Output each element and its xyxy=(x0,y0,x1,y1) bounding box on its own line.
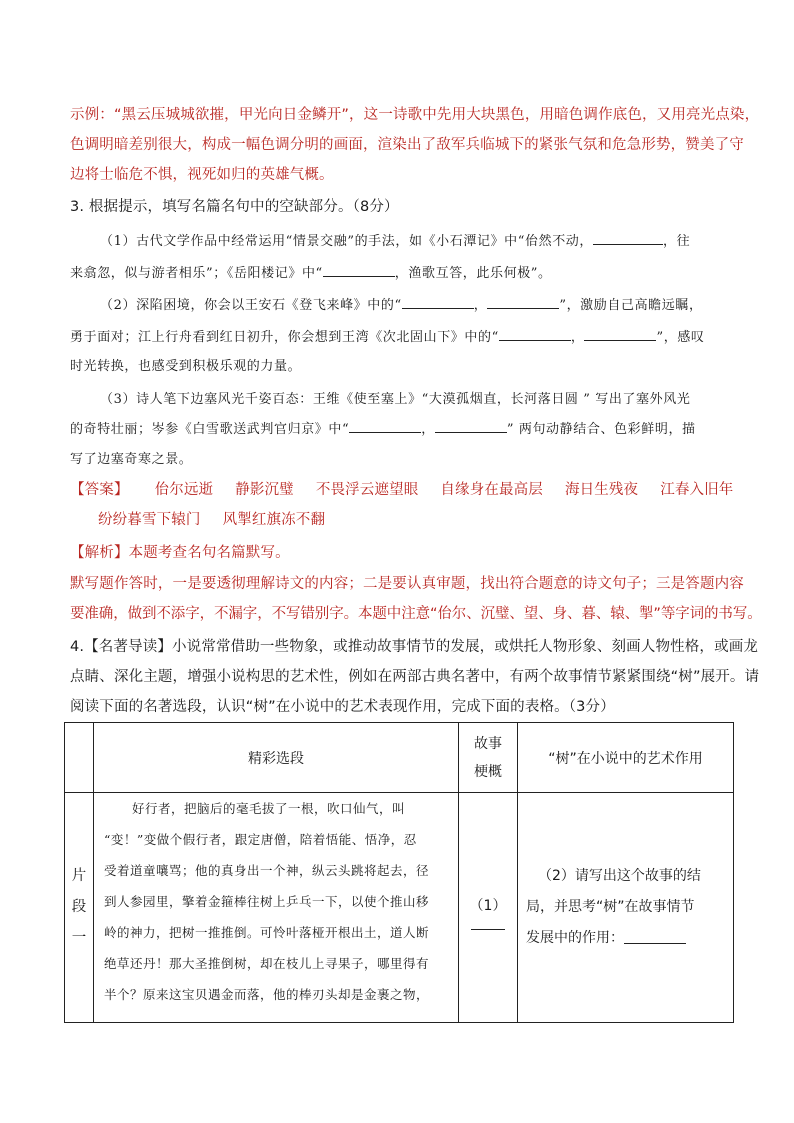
q3-p3-line3: 写了边塞奇寒之景。 xyxy=(70,452,193,467)
table-header-summary: 故事 梗概 xyxy=(459,723,518,793)
q3-p3-line1: （3）诗人笔下边塞风光千姿百态：王维《使至塞上》“大漠孤烟直，长河落日圆 ” 写出了塞外风光 xyxy=(100,392,691,407)
analysis-line-3: 要准确，做到不添字，不漏字，不写错别字。本题中注意“佁尔、沉璧、望、身、暮、辕、掣”等字词的书写。 xyxy=(70,606,762,622)
example-label: 示例： xyxy=(70,107,114,123)
fill-blank[interactable] xyxy=(402,307,474,309)
q3-p3-line2: 的奇特壮丽；岑参《白雪歌送武判官归京》中“ ， ” 两句动静结合、色彩鲜明，描 xyxy=(70,422,696,437)
q3-p1-line2: 来翕忽，似与游者相乐”；《岳阳楼记》中“ ，渔歌互答，此乐何极”。 xyxy=(70,266,552,281)
fill-blank[interactable] xyxy=(323,275,395,277)
example-line-1: 示例：“黑云压城城欲摧，甲光向日金鳞开”，这一诗歌中先用大块黑色，用暗色调作底色，又用亮光点染， xyxy=(70,107,760,123)
analysis-line-2: 默写题作答时，一是要透彻理解诗文的内容；二是要认真审题，找出符合题意的诗文句子；三是答题内容 xyxy=(70,576,744,592)
q4-line-1: 4.【名著导读】小说常常借助一些物象，或推动故事情节的发展，或烘托人物形象、刻画人物性格，或画龙 xyxy=(70,639,759,655)
answer-line-2: 纷纷暮雪下辕门 风掣红旗冻不翻 xyxy=(98,512,326,528)
table-header-blank xyxy=(65,723,94,793)
table-header-row xyxy=(65,723,734,793)
answer-label: 【答案】 xyxy=(70,482,129,498)
table-row xyxy=(65,793,734,1023)
effect-blank[interactable] xyxy=(624,942,686,944)
fill-blank[interactable] xyxy=(593,243,663,245)
works-table xyxy=(64,722,734,1023)
row-summary: （1） xyxy=(459,793,518,1023)
q3-title: 3. 根据提示，填写名篇名句中的空缺部分。（8分） xyxy=(70,199,399,215)
row-effect: （2）请写出这个故事的结 局，并思考“树”在故事情节 发展中的作用： xyxy=(518,793,734,1023)
fill-blank[interactable] xyxy=(349,431,421,433)
answer-line-1: 【答案】 佁尔远逝 静影沉璧 不畏浮云遮望眼 自缘身在最高层 海日生残夜 江春入旧年 xyxy=(70,478,730,499)
summary-blank[interactable] xyxy=(471,929,505,930)
row-excerpt: 好行者，把脑后的毫毛拔了一根，吹口仙气，叫 “变！”变做个假行者，跟定唐僧，陪着悟能、悟净，忍 受着道童嚷骂；他的真身出一个神，纵云头跳将起去，径 到人参园里，擎着金箍棒往树上乒乓一下，以使个推山移 岭的神力，把树一推推倒。可怜叶落桠开根出土，道人断 绝草还丹！那大圣推倒树，却在枝儿上寻果子，哪里得有 半个？原来这宝贝遇金而落，他的棒刃头却是金裹之物， xyxy=(94,793,459,1023)
analysis-label: 【解析】 xyxy=(70,545,129,561)
fill-blank[interactable] xyxy=(435,431,507,433)
q4-line-2: 点睛、深化主题，增强小说构思的艺术性，例如在两部古典名著中，有两个故事情节紧紧围绕“树”展开。请 xyxy=(70,669,760,685)
q3-p2-line2: 勇于面对；江上行舟看到红日初升，你会想到王湾《次北固山下》中的“ ， ”，感叹 xyxy=(70,330,705,345)
fill-blank[interactable] xyxy=(499,339,571,341)
q3-p2-line1: （2）深陷困境，你会以王安石《登飞来峰》中的“ ， ”，激励自己高瞻远瞩， xyxy=(100,298,703,313)
analysis-line-1: 【解析】本题考查名句名篇默写。 xyxy=(70,545,290,561)
q3-p1-line1: （1）古代文学作品中经常运用“情景交融”的手法，如《小石潭记》中“佁然不动， ，往 xyxy=(100,234,691,249)
q4-line-3: 阅读下面的名著选段，认识“树”在小说中的艺术表现作用，完成下面的表格。（3分） xyxy=(70,699,615,715)
example-line-3: 边将士临危不惧，视死如归的英雄气概。 xyxy=(70,167,334,183)
q3-p2-line3: 时光转换，也感受到积极乐观的力量。 xyxy=(70,359,302,374)
example-line-2: 色调明暗差别很大，构成一幅色调分明的画面，渲染出了敌军兵临城下的紧张气氛和危急形势，赞美了守 xyxy=(70,137,744,153)
table-header-effect: “树”在小说中的艺术作用 xyxy=(518,723,734,793)
fill-blank[interactable] xyxy=(584,339,656,341)
table-header-excerpt: 精彩选段 xyxy=(94,723,459,793)
fill-blank[interactable] xyxy=(487,307,559,309)
row-label: 片 段 一 xyxy=(65,793,94,1023)
